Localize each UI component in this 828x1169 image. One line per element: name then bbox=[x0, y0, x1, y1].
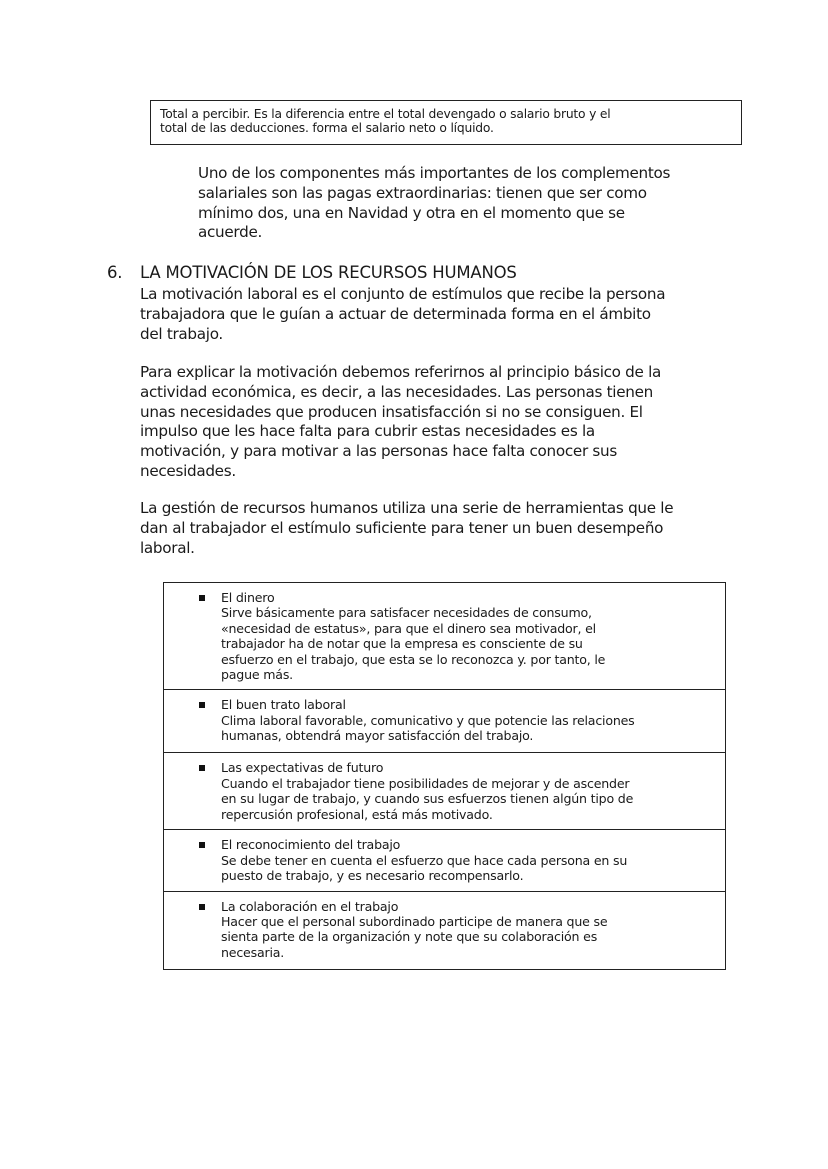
list-item-description-line: trabajador ha de notar que la empresa es consciente de su bbox=[221, 636, 583, 652]
list-item-title: El dinero bbox=[221, 590, 275, 605]
note-box bbox=[150, 100, 742, 145]
table-row bbox=[164, 690, 726, 753]
list-item bbox=[164, 590, 725, 682]
table-row bbox=[164, 753, 726, 830]
table-row bbox=[164, 830, 726, 891]
text-line: Uno de los componentes más importantes de los complementos bbox=[198, 164, 671, 182]
section-number: 6. bbox=[107, 263, 123, 282]
list-item-title: El buen trato laboral bbox=[221, 697, 346, 713]
text-line: actividad económica, es decir, a las necesidades. Las personas tienen bbox=[140, 382, 653, 401]
paragraph-necesidades bbox=[140, 363, 661, 482]
text-line: La motivación laboral es el conjunto de estímulos que recibe la persona bbox=[140, 285, 666, 303]
table-row bbox=[164, 583, 726, 690]
text-line: necesidades. bbox=[140, 461, 236, 480]
text-line: trabajadora que le guían a actuar de determinada forma en el ámbito bbox=[140, 304, 651, 323]
list-item bbox=[164, 899, 725, 961]
paragraph-pagas-extraordinarias bbox=[198, 164, 670, 243]
motivation-tools-table bbox=[163, 582, 726, 970]
list-item-description-line: sienta parte de la organización y note que su colaboración es bbox=[221, 929, 598, 945]
text-line: Total a percibir. Es la diferencia entre el total devengado o salario bruto y el bbox=[160, 107, 611, 121]
text-line: motivación, y para motivar a las personas hace falta conocer sus bbox=[140, 442, 617, 461]
text-line: acuerde. bbox=[198, 223, 263, 242]
list-item bbox=[164, 760, 725, 822]
table-cell bbox=[164, 830, 726, 891]
list-item-description-line: puesto de trabajo, y es necesario recompensarlo. bbox=[221, 868, 524, 884]
list-item-title: Las expectativas de futuro bbox=[221, 760, 384, 776]
list-item-description-line: Cuando el trabajador tiene posibilidades de mejorar y de ascender bbox=[221, 775, 630, 791]
text-line: La gestión de recursos humanos utiliza una serie de herramientas que le bbox=[140, 499, 674, 517]
table-cell bbox=[164, 753, 726, 830]
text-line: Para explicar la motivación debemos referirnos al principio básico de la bbox=[140, 363, 662, 381]
list-item-description-line: humanas, obtendrá mayor satisfacción del trabajo. bbox=[221, 728, 534, 744]
text-line: salariales son las pagas extraordinarias: tienen que ser como bbox=[198, 183, 647, 202]
bullet-square-icon bbox=[199, 842, 205, 848]
list-item-description-line: «necesidad de estatus», para que el dinero sea motivador, el bbox=[221, 620, 596, 636]
text-line: dan al trabajador el estímulo suficiente para tener un buen desempeño bbox=[140, 518, 664, 537]
paragraph-definition bbox=[140, 285, 665, 344]
bullet-square-icon bbox=[199, 765, 205, 771]
table-cell bbox=[164, 891, 726, 969]
list-item-description-line: repercusión profesional, está más motivado. bbox=[221, 806, 493, 822]
list-item-description-line: Clima laboral favorable, comunicativo y que potencie las relaciones bbox=[221, 712, 635, 728]
table-cell bbox=[164, 690, 726, 753]
list-item-description-line: necesaria. bbox=[221, 944, 285, 960]
section-heading bbox=[107, 263, 517, 282]
list-item-description-line: Sirve básicamente para satisfacer necesidades de consumo, bbox=[221, 605, 592, 621]
list-item bbox=[164, 837, 725, 883]
text-line: mínimo dos, una en Navidad y otra en el momento que se bbox=[198, 203, 625, 222]
list-item-title: El reconocimiento del trabajo bbox=[221, 837, 401, 853]
list-item-description-line: Se debe tener en cuenta el esfuerzo que hace cada persona en su bbox=[221, 852, 628, 868]
list-item-description-line: Hacer que el personal subordinado participe de manera que se bbox=[221, 914, 608, 930]
table-cell bbox=[164, 583, 726, 690]
list-item-title: La colaboración en el trabajo bbox=[221, 898, 399, 914]
text-line: del trabajo. bbox=[140, 324, 223, 343]
bullet-square-icon bbox=[199, 904, 205, 910]
list-item-description-line: pague más. bbox=[221, 667, 293, 683]
paragraph-herramientas bbox=[140, 499, 673, 558]
section-title: LA MOTIVACIÓN DE LOS RECURSOS HUMANOS bbox=[140, 263, 517, 282]
bullet-square-icon bbox=[199, 595, 205, 601]
text-line: laboral. bbox=[140, 538, 195, 557]
list-item-description-line: esfuerzo en el trabajo, que esta se lo reconozca y. por tanto, le bbox=[221, 651, 606, 667]
text-line: total de las deducciones. forma el salario neto o líquido. bbox=[160, 121, 494, 135]
text-line: impulso que les hace falta para cubrir estas necesidades es la bbox=[140, 422, 595, 441]
list-item bbox=[164, 697, 725, 743]
list-item-description-line: en su lugar de trabajo, y cuando sus esfuerzos tienen algún tipo de bbox=[221, 791, 634, 807]
bullet-square-icon bbox=[199, 702, 205, 708]
table-row bbox=[164, 891, 726, 969]
text-line: unas necesidades que producen insatisfacción si no se consiguen. El bbox=[140, 402, 643, 421]
